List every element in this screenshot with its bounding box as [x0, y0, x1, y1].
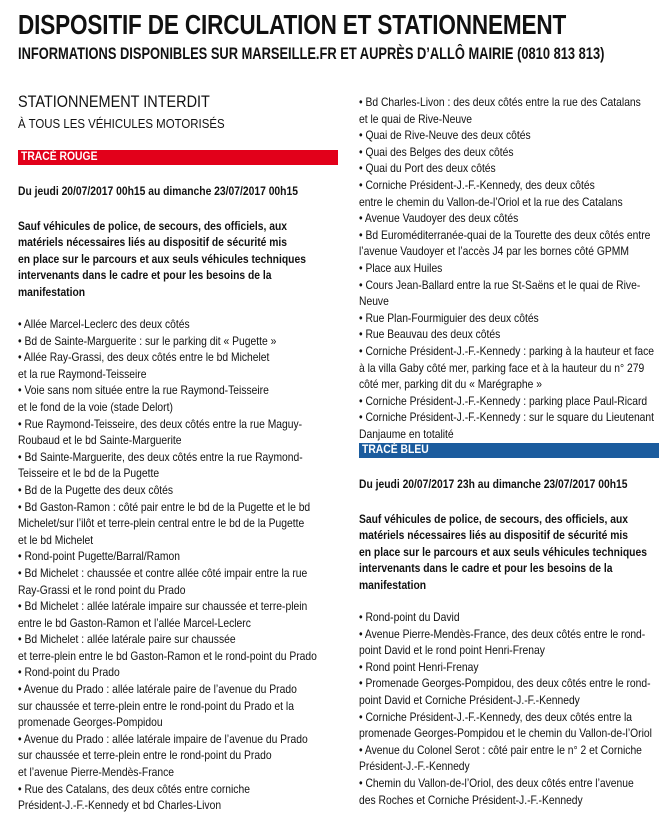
list-item: • Rond point Henri-Frenay — [359, 659, 479, 674]
list-item: • Bd Sainte-Marguerite, des deux côtés entre la rue Raymond- Teisseire et le bd de la Pugette — [18, 449, 303, 481]
list-item: • Avenue du Colonel Serot : côté pair entre le n° 2 et Corniche Président-J.-F.-Kennedy — [359, 742, 642, 774]
list-item: • Avenue Pierre-Mendès-France, des deux côtés entre le rond- point David et le rond point Henri-Frenay — [359, 626, 646, 658]
list-item: • Avenue Vaudoyer des deux côtés — [359, 211, 519, 226]
list-item: • Bd Euroméditerranée-quai de la Tourette des deux côtés entre l’avenue Vaudoyer et l’accès J4 par les bornes côté GPMM — [359, 227, 651, 259]
list-item: • Corniche Président-J.-F.-Kennedy, des deux côtés entre le chemin du Vallon-de-l’Oriol et la rue des Catalans — [359, 177, 623, 209]
list-item: • Bd Gaston-Ramon : côté pair entre le bd de la Pugette et le bd Michelet/sur l’ilôt et terre-plein central entre le bd de la Pugette et le bd Michelet — [18, 499, 311, 547]
list-item: • Rue Raymond-Teisseire, des deux côtés entre la rue Maguy- Roubaud et le bd Sainte-Marguerite — [18, 416, 303, 448]
list-item: • Bd Michelet : allée latérale impaire sur chaussée et terre-plein entre le bd Gaston-Ramon et l’allée Marcel-Leclerc — [18, 599, 308, 630]
blue-route-dates: Du jeudi 20/07/2017 23h au dimanche 23/07/2017 00h15 — [359, 477, 628, 491]
list-item: • Bd de la Pugette des deux côtés — [18, 482, 174, 497]
list-item: • Quai de Rive-Neuve des deux côtés — [359, 128, 531, 143]
list-item: • Rue Beauvau des deux côtés — [359, 327, 501, 342]
list-item: • Rue Plan-Fourmiguier des deux côtés — [359, 310, 539, 325]
list-item: • Corniche Président-J.-F.-Kennedy : parking à la hauteur et face à la villa Gaby côté mer, parking face et à la hauteur du n° 279 côté mer, parking dit du « Marégraphe » — [359, 343, 655, 392]
list-item: • Place aux Huiles — [359, 260, 443, 275]
document-subtitle: INFORMATIONS DISPONIBLES SUR MARSEILLE.FR ET AUPRÈS D’ALLÔ MAIRIE (0810 813 813) — [18, 45, 605, 63]
red-route-list-left — [18, 316, 378, 814]
list-item: • Allée Marcel-Leclerc des deux côtés — [18, 317, 190, 331]
red-route-label-text: TRACÉ ROUGE — [21, 151, 98, 163]
list-item: • Bd Michelet : chaussée et contre allée côté impair entre la rue Ray-Grassi et le rond point du Prado — [18, 565, 308, 597]
list-item: • Rond-point du David — [359, 610, 460, 624]
list-item: • Avenue du Prado : allée latérale impaire de l’avenue du Prado sur chaussée et terre-plein entre le rond-point du Prado et l’avenue Pierre-Mendès-France — [18, 731, 308, 780]
blue-route-notice: Sauf véhicules de police, de secours, des officiels, aux matériels nécessaires liés au dispositif de sécurité mis en place sur le parcours et aux seuls véhicules techniques intervenants dans le cadre et pour les besoins de la manifestation — [359, 512, 647, 592]
list-item: • Bd Michelet : allée latérale paire sur chaussée et terre-plein entre le bd Gaston-Ramon et le rond-point du Prado — [18, 632, 317, 663]
section-subtitle: À TOUS LES VÉHICULES MOTORISÉS — [18, 116, 225, 131]
blue-route-list — [359, 609, 671, 808]
list-item: • Corniche Président-J.-F.-Kennedy : sur le square du Lieutenant Danjaume en totalité — [359, 410, 655, 441]
red-route-notice: Sauf véhicules de police, de secours, des officiels, aux matériels nécessaires liés au dispositif de sécurité mis en place sur le parcours et aux seuls véhicules techniques intervenants dans le cadre et pour les besoins de la manifestation — [18, 219, 306, 299]
list-item: • Bd de Sainte-Marguerite : sur le parking dit « Pugette » — [18, 333, 277, 348]
list-item: • Chemin du Vallon-de-l’Oriol, des deux côtés entre l’avenue des Roches et Corniche Président-J.-F.-Kennedy — [359, 775, 634, 807]
section-title: STATIONNEMENT INTERDIT — [18, 92, 210, 111]
list-item: • Cours Jean-Ballard entre la rue St-Saëns et le quai de Rive-Neuve — [359, 277, 641, 309]
document-title: DISPOSITIF DE CIRCULATION ET STATIONNEMENT — [18, 9, 567, 40]
list-item: • Promenade Georges-Pompidou, des deux côtés entre le rond- point David et Corniche Président-J.-F.-Kennedy — [359, 676, 651, 707]
red-route-label — [18, 150, 338, 165]
list-item: • Avenue du Prado : allée latérale paire de l’avenue du Prado sur chaussée et terre-plein entre le rond-point du Prado et la promenade Georges-Pompidou — [18, 682, 297, 730]
red-route-dates: Du jeudi 20/07/2017 00h15 au dimanche 23/07/2017 00h15 — [18, 184, 298, 198]
list-item: • Allée Ray-Grassi, des deux côtés entre le bd Michelet et la rue Raymond-Teisseire — [18, 350, 270, 381]
list-item: • Rue des Catalans, des deux côtés entre corniche Président-J.-F.-Kennedy et bd Charles-Livon — [18, 781, 250, 813]
list-item: • Rond-point du Prado — [18, 665, 120, 680]
list-item: • Bd Charles-Livon : des deux côtés entre la rue des Catalans et le quai de Rive-Neuve — [359, 95, 641, 126]
list-item: • Corniche Président-J.-F.-Kennedy, des deux côtés entre la promenade Georges-Pompidou et le chemin du Vallon-de-l’Oriol — [359, 709, 652, 741]
list-item: • Voie sans nom située entre la rue Raymond-Teisseire et le fond de la voie (stade Delort) — [18, 383, 269, 414]
list-item: • Corniche Président-J.-F.-Kennedy : parking place Paul-Ricard — [359, 393, 648, 408]
list-item: • Rond-point Pugette/Barral/Ramon — [18, 549, 180, 564]
red-route-list-right — [359, 94, 671, 442]
list-item: • Quai du Port des deux côtés — [359, 161, 496, 176]
blue-route-label — [359, 443, 659, 458]
list-item: • Quai des Belges des deux côtés — [359, 144, 514, 159]
blue-route-label-text: TRACÉ BLEU — [362, 444, 429, 456]
